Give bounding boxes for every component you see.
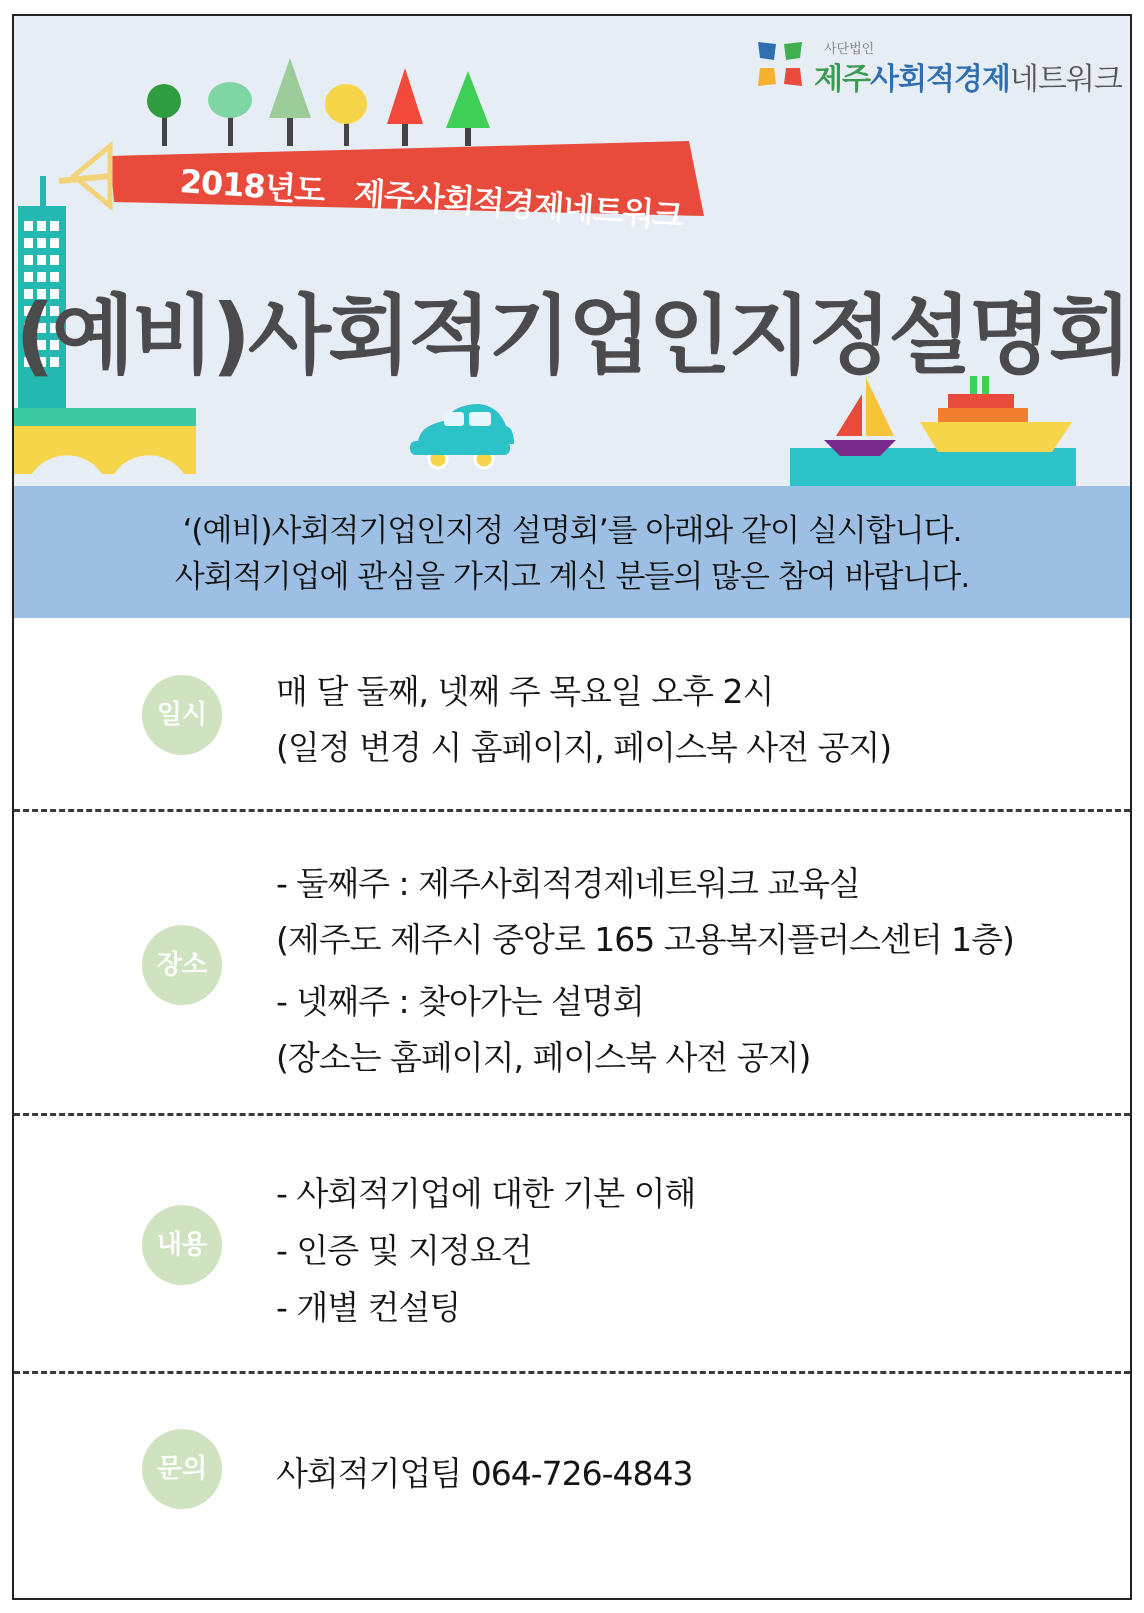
hero-illustration [14, 16, 1130, 486]
place-line-4: (장소는 홈페이지, 페이스북 사전 공지) [276, 1038, 811, 1077]
place-line-1: - 둘째주 : 제주사회적경제네트워크 교육실 [276, 864, 860, 903]
logo-corp-label: 사단법인 [824, 42, 875, 57]
content-line-2: - 인증 및 지정요건 [276, 1231, 532, 1270]
section-divider [14, 809, 1130, 812]
section-divider [14, 1113, 1130, 1116]
logo-name-a: 제주 [814, 62, 870, 97]
intro-line-1: ‘(예비)사회적기업인지정 설명회’를 아래와 같이 실시합니다. [182, 513, 962, 549]
place-line-2: (제주도 제주시 중앙로 165 고용복지플러스센터 1층) [276, 920, 1014, 959]
page-title: (예비)사회적기업인지정설명회 [15, 286, 1129, 386]
intro-line-2: 사회적기업에 관심을 가지고 계신 분들의 많은 참여 바랍니다. [174, 559, 970, 595]
date-line-1: 매 달 둘째, 넷째 주 목요일 오후 2시 [276, 672, 774, 711]
logo-name-b: 사회적경제 [869, 62, 1010, 97]
date-badge: 일시 [142, 675, 222, 755]
place-line-3: - 넷째주 : 찾아가는 설명회 [276, 982, 644, 1021]
date-line-2: (일정 변경 시 홈페이지, 페이스북 사전 공지) [276, 728, 892, 767]
logo-mark-icon [754, 38, 806, 90]
logo-name [814, 54, 1122, 98]
content-badge: 내용 [142, 1205, 222, 1285]
banner-year: 2018년도 [178, 162, 326, 211]
contact-badge: 문의 [142, 1429, 222, 1509]
place-badge: 장소 [142, 925, 222, 1005]
logo-name-c: 네트워크 [1009, 62, 1122, 97]
section-divider [14, 1371, 1130, 1374]
car-icon [410, 404, 514, 468]
poster [12, 14, 1132, 1600]
sea-icon [790, 448, 1076, 486]
content-line-1: - 사회적기업에 대한 기본 이해 [276, 1174, 696, 1213]
contact-line: 사회적기업팀 064-726-4843 [276, 1454, 693, 1493]
intro-band [14, 486, 1130, 618]
tree-icon [147, 58, 490, 146]
banner-org: 제주사회적경제네트워크 [352, 174, 684, 236]
content-line-3: - 개별 컨설팅 [276, 1288, 461, 1327]
bridge-icon [14, 408, 196, 474]
